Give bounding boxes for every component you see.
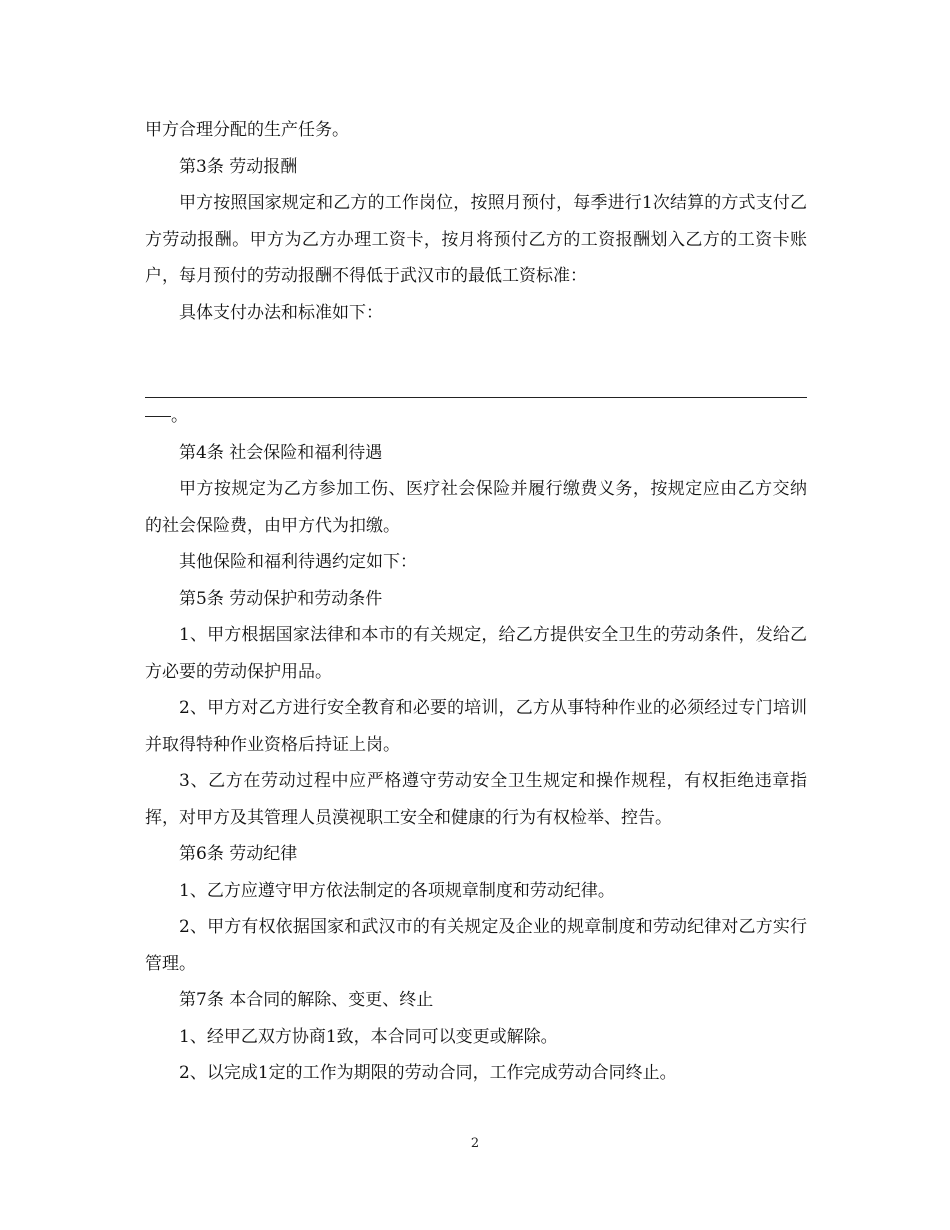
blank-fill-area [145,331,807,385]
paragraph: 第6条 劳动纪律 [179,844,298,864]
paragraph: 第4条 社会保险和福利待遇 [179,442,383,463]
paragraph: 第7条 本合同的解除、变更、终止 [179,990,434,1010]
fill-in-line-tail [145,398,807,435]
fill-in-short-line [145,415,171,417]
paragraph: 2、甲方有权依据国家和武汉市的有关规定及企业的规章制度和劳动纪律对乙方实行管理。 [145,917,807,974]
paragraph: 2、甲方对乙方进行安全教育和必要的培训，乙方从事特种作业的必须经过专门培训并取得特种作业资格后持证上岗。 [145,698,807,755]
paragraph-group-bottom [145,435,807,1092]
paragraph: 1、乙方应遵守甲方依法制定的各项规章制度和劳动纪律。 [179,880,615,901]
paragraph: 具体支付办法和标准如下： [179,302,383,323]
paragraph: 第5条 劳动保护和劳动条件 [179,588,383,609]
paragraph: 甲方合理分配的生产任务。 [145,120,349,140]
paragraph: 甲方按规定为乙方参加工伤、医疗社会保险并履行缴费义务，按规定应由乙方交纳的社会保险费，由甲方代为扣缴。 [145,479,807,536]
paragraph: 3、乙方在劳动过程中应严格遵守劳动安全卫生规定和操作规程，有权拒绝违章指挥，对甲方及其管理人员漠视职工安全和健康的行为有权检举、控告。 [145,771,807,828]
paragraph: 1、甲方根据国家法律和本市的有关规定，给乙方提供安全卫生的劳动条件，发给乙方必要的劳动保护用品。 [145,625,807,682]
fill-in-tail-punctuation: 。 [171,406,188,426]
paragraph: 2、以完成1定的工作为期限的劳动合同，工作完成劳动合同终止。 [179,1063,677,1083]
paragraph: 1、经甲乙双方协商1致，本合同可以变更或解除。 [179,1026,558,1047]
paragraph: 第3条 劳动报酬 [179,156,298,177]
page-number: 2 [470,1136,480,1151]
paragraph: 其他保险和福利待遇约定如下： [179,552,417,572]
document-body [145,112,807,1092]
paragraph: 甲方按照国家规定和乙方的工作岗位，按照月预付，每季进行1次结算的方式支付乙方劳动报酬。甲方为乙方办理工资卡，按月将预付乙方的工资报酬划入乙方的工资卡账户，每月预付的劳动报酬不得低于武汉市的最低工资标准： [145,193,807,286]
paragraph-group-top [145,112,807,331]
